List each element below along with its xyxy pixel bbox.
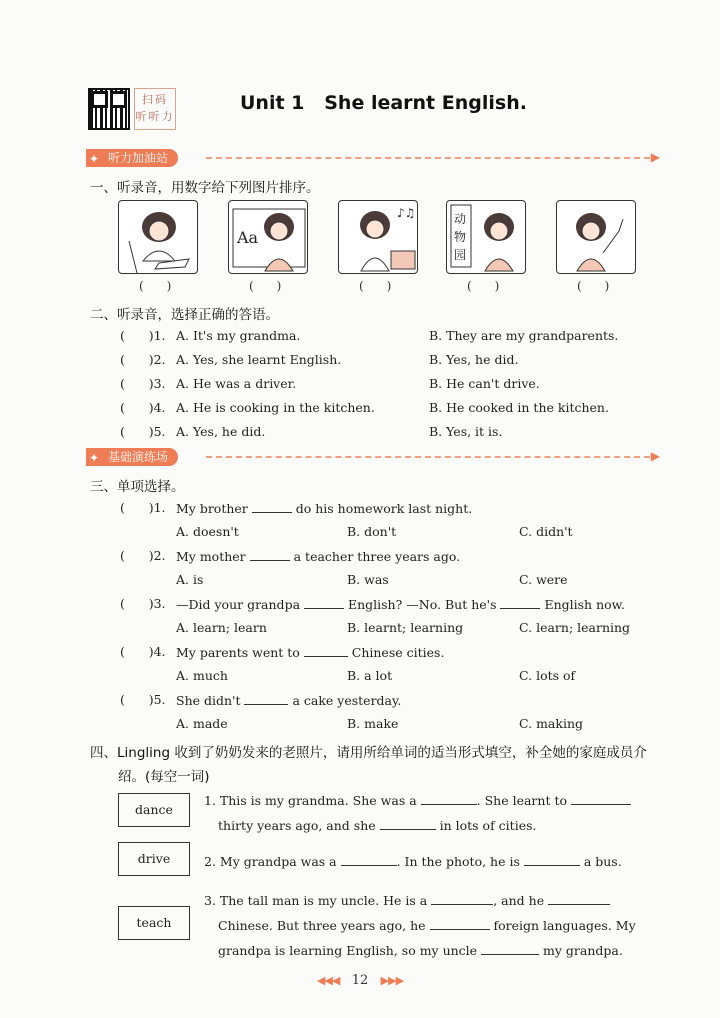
part3-question-4: My parents went to Chinese cities.: [176, 645, 445, 660]
picture-cooking: [338, 200, 418, 274]
aa-letters: Aa: [237, 228, 259, 247]
part3-question-1: My brother do his homework last night.: [176, 501, 473, 516]
part2-b-4: B. He cooked in the kitchen.: [429, 400, 609, 415]
section-band-listening: [86, 149, 660, 167]
arrows-right-icon: ▶▶▶: [380, 974, 404, 987]
grandma-teaching-english-icon: [229, 201, 308, 274]
dashed-divider: [206, 157, 650, 159]
part2-num-3[interactable]: ( )3.: [120, 376, 166, 391]
blank[interactable]: [341, 853, 397, 866]
part2-a-5: A. Yes, he did.: [176, 424, 266, 439]
part3-option-c-4: C. lots of: [519, 668, 576, 683]
part3-option-a-3: A. learn; learn: [176, 620, 267, 635]
picture-teaching: [228, 200, 308, 274]
part4-s1-line1: 1. This is my grandma. She was a . She learnt to: [204, 792, 631, 808]
qr-code-icon[interactable]: [88, 88, 130, 130]
star-icon: ✦: [89, 152, 100, 166]
part2-heading: 二、听录音，选择正确的答语。: [90, 307, 279, 323]
grandma-at-zoo-icon: [447, 201, 526, 274]
word-box-teach: teach: [118, 906, 190, 940]
blank[interactable]: [548, 892, 610, 905]
svg-text:园: 园: [454, 248, 467, 262]
picture-answer-1[interactable]: ( ): [139, 279, 172, 293]
band-label: ✦ 听力加油站: [86, 149, 178, 167]
part3-question-3: —Did your grandpa English? —No. But he's English now.: [176, 597, 625, 612]
part2-a-1: A. It's my grandma.: [176, 328, 301, 343]
scan-line1: 扫码: [142, 93, 168, 106]
part2-a-3: A. He was a driver.: [176, 376, 297, 391]
arrow-right-icon: ▶: [650, 150, 660, 164]
blank[interactable]: [380, 817, 436, 830]
svg-text:♪♫: ♪♫: [397, 206, 416, 220]
blank[interactable]: [431, 892, 493, 905]
scan-listen-stamp: [134, 88, 176, 130]
part3-num-3[interactable]: ( )3.: [120, 596, 166, 611]
part4-s3-line1: 3. The tall man is my uncle. He is a , and he: [204, 892, 610, 908]
part3-num-5[interactable]: ( )5.: [120, 692, 166, 707]
part3-num-1[interactable]: ( )1.: [120, 500, 166, 515]
part3-num-2[interactable]: ( )2.: [120, 548, 166, 563]
part4-heading-line1: 四、Lingling 收到了奶奶发来的老照片，请用所给单词的适当形式填空，补全她的家庭成员介: [90, 745, 647, 761]
part4-s3-line3: grandpa is learning English, so my uncle my grandpa.: [218, 943, 623, 958]
blank[interactable]: [430, 917, 490, 930]
arrow-right-icon: ▶: [650, 449, 660, 463]
svg-text:动: 动: [454, 212, 467, 226]
blank[interactable]: [304, 644, 348, 657]
part3-option-b-2: B. was: [347, 572, 389, 587]
grandma-waving-icon: [557, 201, 636, 274]
grandma-writing-icon: [119, 201, 198, 274]
blank[interactable]: [481, 942, 539, 955]
blank[interactable]: [421, 792, 477, 805]
part3-option-c-3: C. learn; learning: [519, 620, 631, 635]
blank[interactable]: [304, 596, 344, 609]
word-box-drive: drive: [118, 842, 190, 876]
picture-answer-5[interactable]: ( ): [577, 279, 610, 293]
blank[interactable]: [252, 500, 292, 513]
part3-option-a-1: A. doesn't: [176, 524, 239, 539]
part4-s1-line2: thirty years ago, and she in lots of cities.: [218, 818, 537, 833]
picture-answer-2[interactable]: ( ): [249, 279, 282, 293]
part3-option-c-5: C. making: [519, 716, 583, 731]
part3-question-2: My mother a teacher three years ago.: [176, 549, 461, 564]
scan-line2: 听听力: [135, 110, 175, 123]
part2-b-1: B. They are my grandparents.: [429, 328, 619, 343]
part3-option-a-2: A. is: [176, 572, 204, 587]
part4-s3-line2: Chinese. But three years ago, he foreign languages. My: [218, 918, 636, 933]
picture-zoo: [446, 200, 526, 274]
part2-b-2: B. Yes, he did.: [429, 352, 519, 367]
page-footer: [0, 973, 720, 988]
page-title: Unit 1 She learnt English.: [240, 92, 527, 114]
part3-option-b-1: B. don't: [347, 524, 397, 539]
part2-num-1[interactable]: ( )1.: [120, 328, 166, 343]
arrows-left-icon: ◀◀◀: [316, 974, 340, 987]
word-box-dance: dance: [118, 793, 190, 827]
blank[interactable]: [250, 548, 290, 561]
part3-heading: 三、单项选择。: [90, 479, 185, 495]
blank[interactable]: [244, 692, 288, 705]
star-icon: ✦: [89, 451, 100, 465]
part2-num-2[interactable]: ( )2.: [120, 352, 166, 367]
part3-option-b-3: B. learnt; learning: [347, 620, 464, 635]
dashed-divider: [206, 456, 650, 458]
picture-answer-4[interactable]: ( ): [467, 279, 500, 293]
part2-b-5: B. Yes, it is.: [429, 424, 503, 439]
section-band-basic: [86, 448, 660, 466]
picture-waving: [556, 200, 636, 274]
part3-option-a-5: A. made: [176, 716, 228, 731]
band-label: ✦ 基础演练场: [86, 448, 178, 466]
part4-heading-line2: 绍。(每空一词): [118, 769, 210, 785]
blank[interactable]: [571, 792, 631, 805]
blank[interactable]: [500, 596, 540, 609]
part3-option-b-5: B. make: [347, 716, 399, 731]
svg-text:物: 物: [454, 230, 467, 244]
part2-a-4: A. He is cooking in the kitchen.: [176, 400, 375, 415]
part3-option-c-2: C. were: [519, 572, 568, 587]
part3-option-c-1: C. didn't: [519, 524, 573, 539]
part2-num-4[interactable]: ( )4.: [120, 400, 166, 415]
part3-option-b-4: B. a lot: [347, 668, 393, 683]
part3-option-a-4: A. much: [176, 668, 228, 683]
picture-writing: [118, 200, 198, 274]
part2-b-3: B. He can't drive.: [429, 376, 540, 391]
part1-heading: 一、听录音，用数字给下列图片排序。: [90, 180, 320, 196]
page-number: 12: [351, 973, 369, 988]
part3-question-5: She didn't a cake yesterday.: [176, 693, 402, 708]
picture-answer-3[interactable]: ( ): [359, 279, 392, 293]
part4-s2: 2. My grandpa was a . In the photo, he is a bus.: [204, 854, 622, 869]
grandma-cooking-icon: [339, 201, 418, 274]
part3-num-4[interactable]: ( )4.: [120, 644, 166, 659]
part2-num-5[interactable]: ( )5.: [120, 424, 166, 439]
blank[interactable]: [524, 853, 580, 866]
part2-a-2: A. Yes, she learnt English.: [176, 352, 342, 367]
